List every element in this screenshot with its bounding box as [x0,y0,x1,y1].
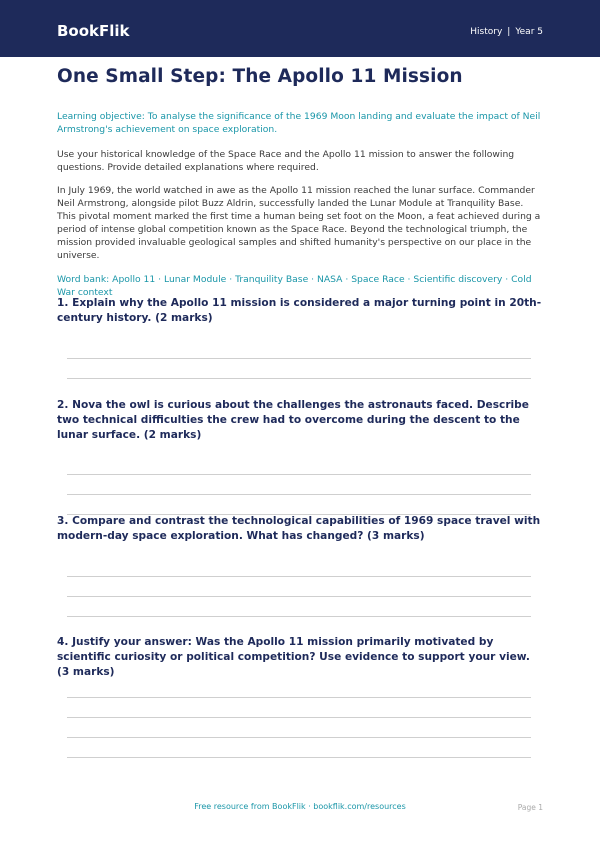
learning-objective: Learning objective: To analyse the significance of the 1969 Moon landing and evaluate the impact of Neil Armstrong's achievement on space exploration. [57,111,541,135]
answer-line[interactable] [67,576,531,577]
answer-line[interactable] [67,596,531,597]
answer-line[interactable] [67,717,531,718]
subject-label: History [470,27,503,37]
year-label: Year 5 [515,27,543,37]
subject-breadcrumb [470,27,543,37]
page-title: One Small Step: The Apollo 11 Mission [57,66,463,87]
worksheet-intro [57,66,543,299]
reading-passage: In July 1969, the world watched in awe as the Apollo 11 mission reached the lunar surface. Commander Neil Armstrong, alongside pilot Buzz Aldrin, successfully landed the Lunar Module at Tranquility Base. This pivotal moment marked the first time a human being set foot on the Moon, a feat achieved during a period of intense global competition known as the Space Race. Beyond the technological triumph, the mission provided invaluable geological samples and shifted humanity's perspective on our place in the universe. [57,185,541,261]
answer-line[interactable] [67,737,531,738]
question-3: 3. Compare and contrast the technological capabilities of 1969 space travel with modern-day space exploration. What has changed? (3 marks) [57,515,541,542]
header-bar [0,0,600,57]
instructions-text: Use your historical knowledge of the Space Race and the Apollo 11 mission to answer the following questions. Provide detailed explanations where required. [57,149,515,173]
page-number: Page 1 [517,803,543,812]
question-4: 4. Justify your answer: Was the Apollo 11 mission primarily motivated by scientific curiosity or political competition? Use evidence to support your view. (3 marks) [57,636,530,678]
brand-logo[interactable]: BookFlik [57,22,130,40]
footer-link[interactable]: Free resource from BookFlik · bookflik.com/resources [194,802,406,811]
breadcrumb-divider: | [507,27,511,37]
answer-line[interactable] [67,494,531,495]
answer-line[interactable] [67,358,531,359]
answer-line[interactable] [67,697,531,698]
word-bank: Word bank: Apollo 11 · Lunar Module · Tranquility Base · NASA · Space Race · Scientific discovery · Cold War context [57,274,532,298]
answer-line[interactable] [67,616,531,617]
question-1: 1. Explain why the Apollo 11 mission is considered a major turning point in 20th-century history. (2 marks) [57,297,542,324]
answer-line[interactable] [67,474,531,475]
answer-line[interactable] [67,757,531,758]
answer-line[interactable] [67,378,531,379]
question-2: 2. Nova the owl is curious about the challenges the astronauts faced. Describe two technical difficulties the crew had to overcome during the descent to the lunar surface. (2 marks) [57,399,529,441]
